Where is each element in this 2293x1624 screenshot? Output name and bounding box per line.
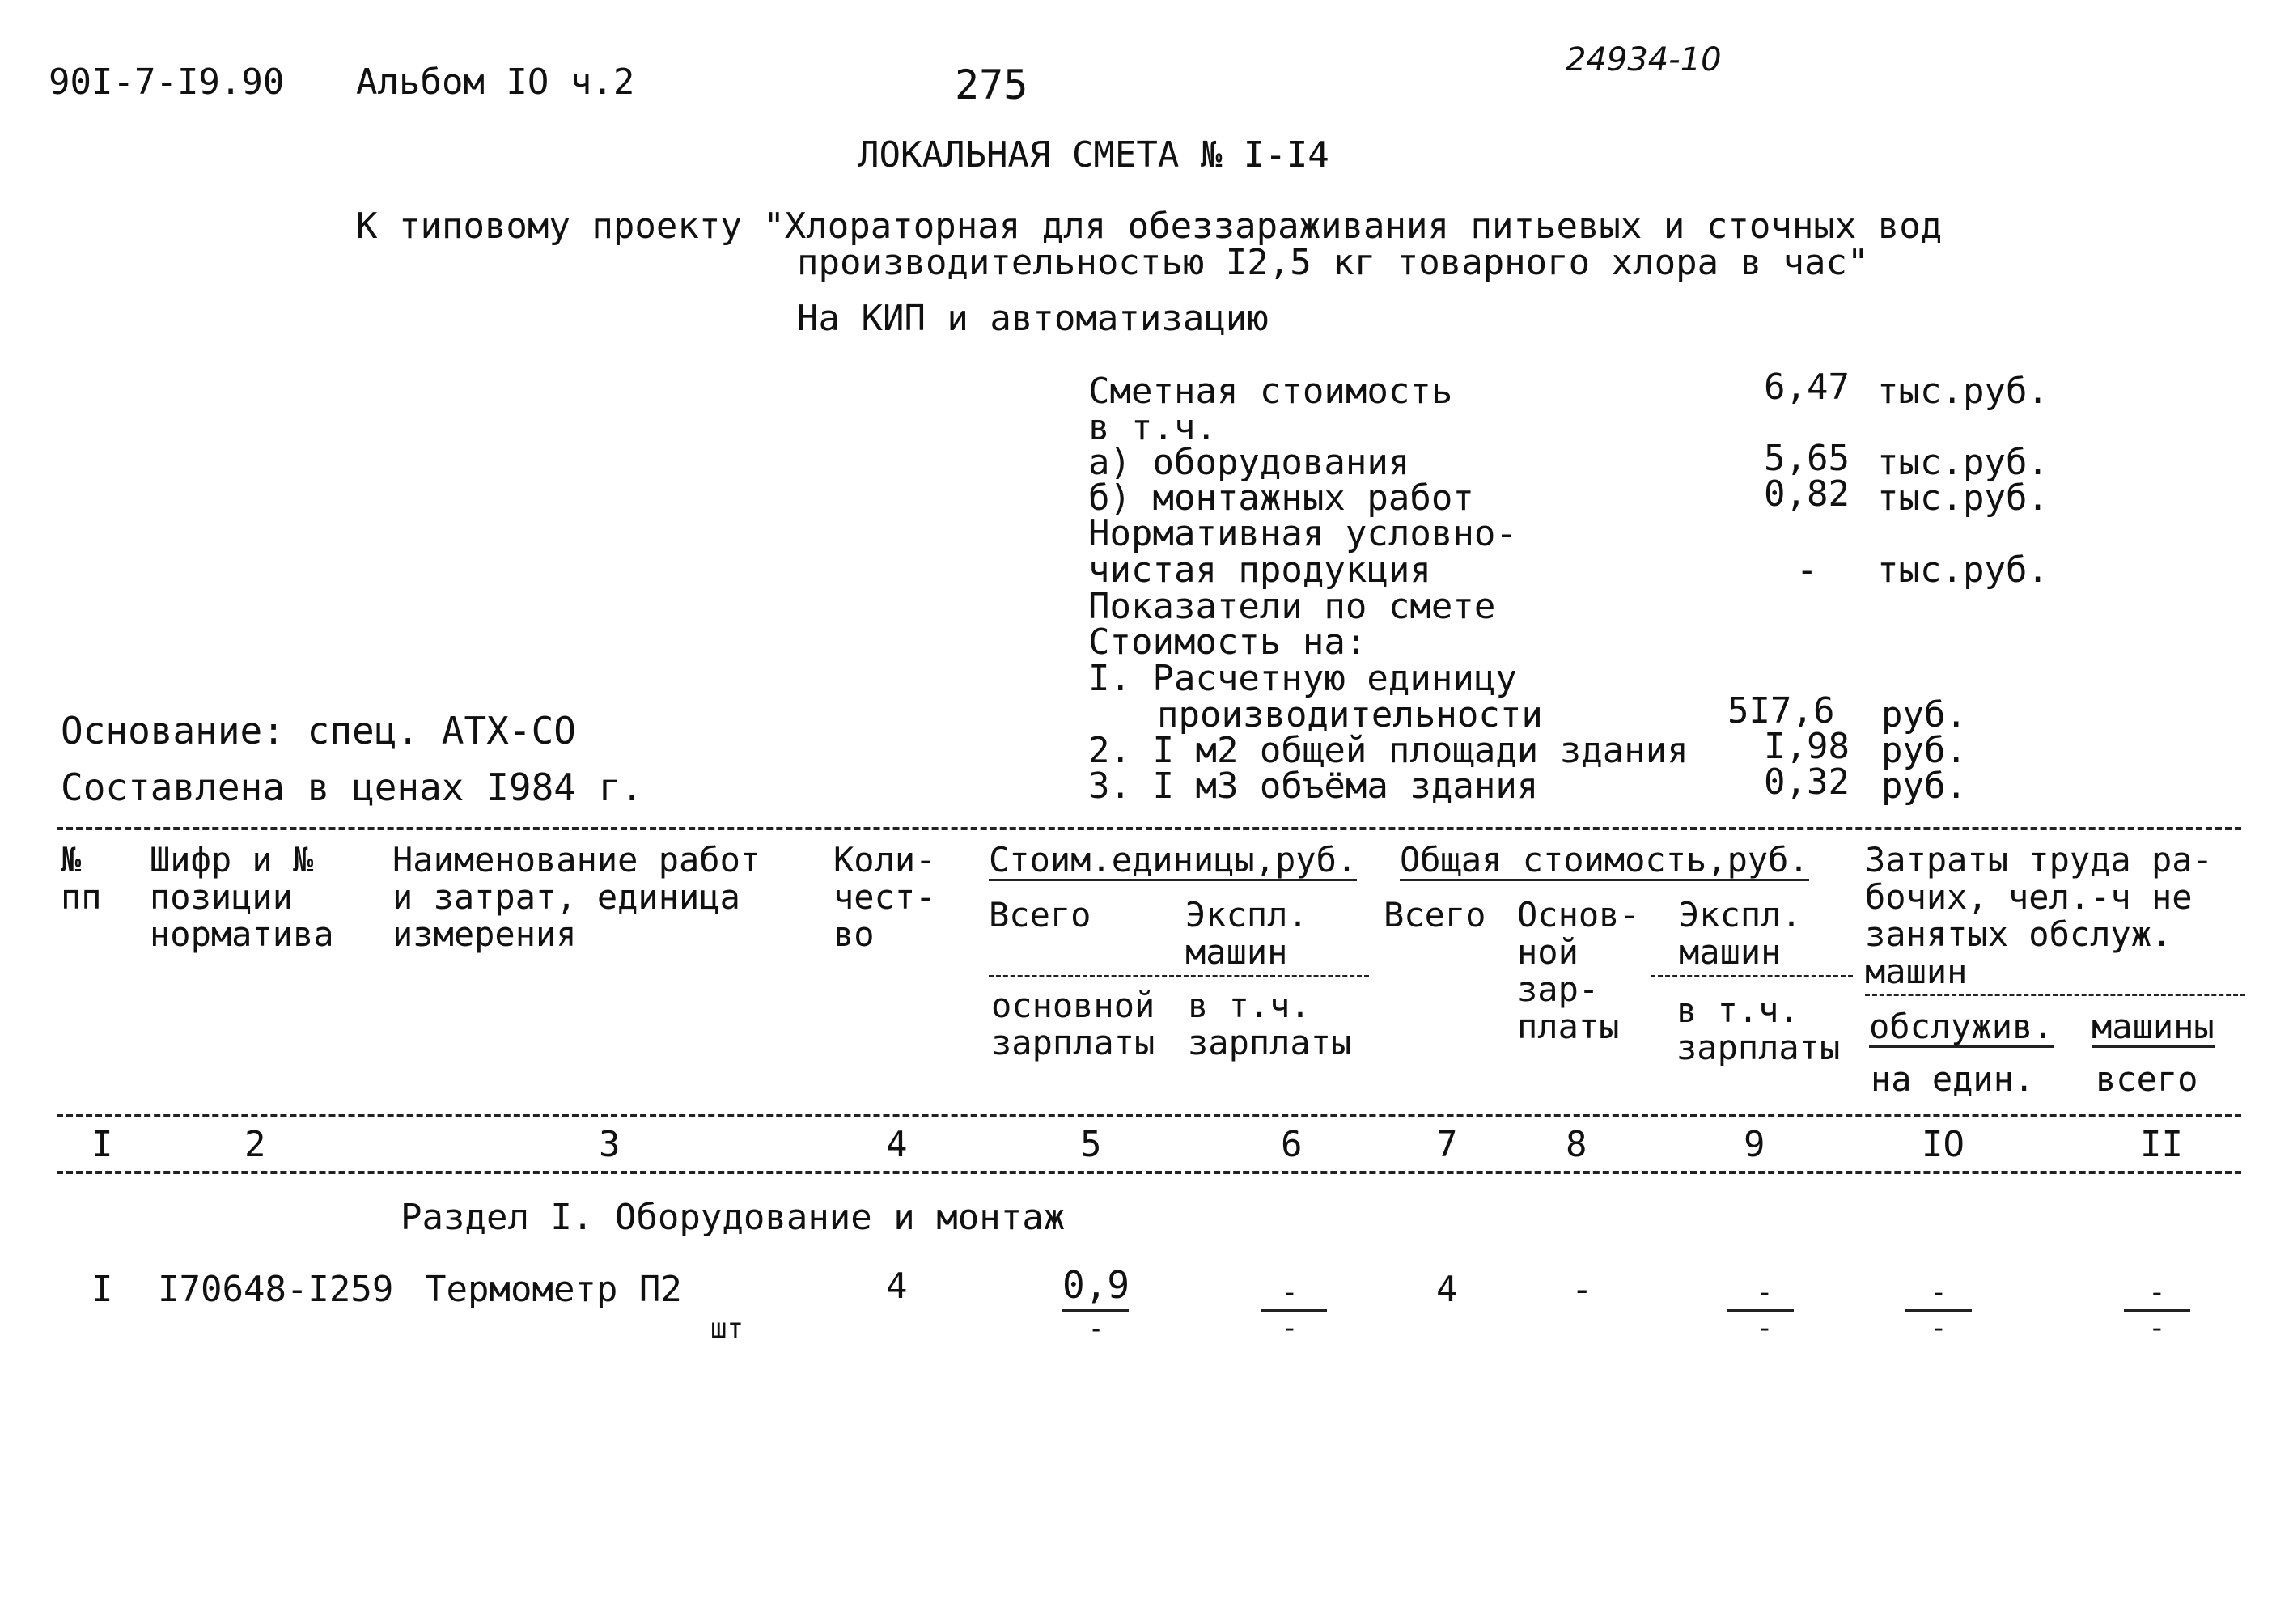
row-total-machine-top: - — [1756, 1276, 1774, 1309]
normative-value: - — [1796, 549, 1818, 591]
col4-header-line1: Коли- — [833, 840, 936, 880]
row-unit-wage: - — [1088, 1313, 1104, 1344]
indicator-2-label: 2. I м2 общей площади здания — [1088, 730, 1689, 771]
indicator-1-label-2: производительности — [1157, 694, 1543, 736]
column-number-1: I — [91, 1124, 113, 1165]
total-machine-subrule — [1651, 975, 1853, 977]
row-labor-unit-bottom: - — [1930, 1312, 1948, 1345]
col11-header-bottom: всего — [2096, 1059, 2198, 1099]
col8-header-line3: зар- — [1517, 969, 1600, 1009]
col1-header-line1: № — [61, 840, 82, 880]
indicator-1-value: 5I7,6 — [1727, 690, 1835, 731]
row-quantity: 4 — [886, 1266, 908, 1307]
estimate-title: ЛОКАЛЬНАЯ СМЕТА № I-I4 — [858, 134, 1329, 176]
col9-header-top-1: Экспл. — [1679, 895, 1802, 935]
col2-header-line1: Шифр и № — [150, 840, 314, 880]
column-number-11: II — [2140, 1124, 2183, 1165]
col6-header-top-1: Экспл. — [1185, 895, 1308, 935]
row-labor-total-bottom: - — [2148, 1312, 2166, 1345]
col3-header-line2: и затрат, единица — [392, 877, 740, 917]
column-number-4: 4 — [886, 1124, 908, 1165]
col10-header-top: обслужив. — [1869, 1007, 2054, 1046]
estimated-cost-label: Сметная стоимость — [1088, 371, 1453, 412]
row-labor-total-top: - — [2148, 1276, 2166, 1309]
indicator-2-unit: руб. — [1881, 730, 1967, 771]
indicator-1-unit: руб. — [1881, 694, 1967, 736]
col9-header-bottom-1: в т.ч. — [1676, 990, 1799, 1030]
including-label: в т.ч. — [1088, 407, 1217, 448]
col5-header-bottom-1: основной — [991, 986, 1155, 1025]
labor-header-line2: бочих, чел.-ч не — [1865, 877, 2193, 917]
col10-header-bottom: на един. — [1871, 1059, 2035, 1099]
col3-header-line1: Наименование работ — [392, 840, 761, 880]
indicator-2-value: I,98 — [1764, 726, 1850, 767]
cost-per-label: Стоимость на: — [1088, 621, 1367, 663]
row-name: Термометр П2 — [425, 1269, 682, 1310]
normative-unit: тыс.руб. — [1877, 549, 2049, 591]
col9-header-top-2: машин — [1679, 932, 1782, 972]
project-line-1: К типовому проекту "Хлораторная для обеззараживания питьевых и сточных вод — [356, 206, 1943, 247]
table-top-rule — [57, 827, 2241, 830]
column-numbers-top-rule — [57, 1114, 2241, 1117]
unit-cost-subrule — [989, 975, 1369, 977]
col6-header-bottom-1: в т.ч. — [1188, 986, 1311, 1025]
row-total-machine-bottom: - — [1756, 1312, 1774, 1345]
row-labor-unit-top: - — [1930, 1276, 1948, 1309]
col6-header-bottom-2: зарплаты — [1188, 1023, 1352, 1062]
normative-label-2: чистая продукция — [1088, 549, 1431, 591]
row-machine-top: - — [1281, 1276, 1299, 1309]
indicators-label: Показатели по смете — [1088, 586, 1496, 627]
col5-header-bottom-2: зарплаты — [991, 1023, 1155, 1062]
col4-header-line2: чест- — [833, 877, 936, 917]
col8-header-line4: платы — [1517, 1007, 1620, 1046]
indicator-3-unit: руб. — [1881, 765, 1967, 807]
col3-header-line3: измерения — [392, 914, 577, 954]
column-numbers-bottom-rule — [57, 1171, 2241, 1174]
col6-header-top-2: машин — [1185, 932, 1288, 972]
col9-header-bottom-2: зарплаты — [1676, 1028, 1841, 1067]
total-cost-header: Общая стоимость,руб. — [1400, 840, 1809, 880]
installation-label: б) монтажных работ — [1088, 477, 1474, 519]
equipment-label: а) оборудования — [1088, 442, 1410, 483]
document-code: 90I-7-I9.90 — [49, 61, 285, 103]
row-total: 4 — [1436, 1269, 1458, 1310]
indicator-3-label: 3. I м3 объёма здания — [1088, 765, 1539, 807]
estimated-cost-unit: тыс.руб. — [1877, 371, 2049, 412]
column-number-10: IO — [1922, 1124, 1965, 1165]
column-number-6: 6 — [1281, 1124, 1303, 1165]
column-number-8: 8 — [1566, 1124, 1587, 1165]
col2-header-line3: норматива — [150, 914, 334, 954]
col2-header-line2: позиции — [150, 877, 294, 917]
installation-unit: тыс.руб. — [1877, 477, 2049, 519]
column-number-5: 5 — [1080, 1124, 1102, 1165]
row-base-wage: - — [1571, 1269, 1593, 1310]
col1-header-line2: пп — [61, 877, 102, 917]
unit-cost-header: Стоим.единицы,руб. — [989, 840, 1358, 880]
handwritten-number: 24934-10 — [1566, 41, 1722, 78]
section-title: Раздел I. Оборудование и монтаж — [401, 1197, 1066, 1238]
page-number: 275 — [955, 61, 1028, 108]
col5-header-top: Всего — [989, 895, 1091, 935]
estimate-subject: На КИП и автоматизацию — [797, 298, 1269, 339]
row-unit-total: 0,9 — [1062, 1263, 1130, 1307]
column-number-9: 9 — [1744, 1124, 1765, 1165]
indicator-3-value: 0,32 — [1764, 761, 1850, 803]
normative-label-1: Нормативная условно- — [1088, 513, 1517, 554]
col11-header-top: машины — [2092, 1007, 2215, 1046]
indicator-1-label-1: I. Расчетную единицу — [1088, 658, 1517, 699]
equipment-unit: тыс.руб. — [1877, 442, 2049, 483]
equipment-value: 5,65 — [1764, 438, 1850, 479]
labor-header-line4: машин — [1865, 952, 1968, 991]
row-number: I — [91, 1269, 113, 1310]
col4-header-line3: во — [833, 914, 875, 954]
labor-header-line3: занятых обслуж. — [1865, 914, 2172, 954]
labor-subrule — [1865, 994, 2245, 996]
project-line-2: производительностью I2,5 кг товарного хлора в час" — [797, 242, 1869, 283]
col7-header: Всего — [1384, 895, 1486, 935]
row-unit: шт — [710, 1312, 744, 1345]
col8-header-line2: ной — [1517, 932, 1579, 972]
column-number-2: 2 — [244, 1124, 266, 1165]
labor-header-line1: Затраты труда ра- — [1865, 840, 2213, 880]
row-machine-bottom: - — [1281, 1312, 1299, 1345]
basis-prices: Составлена в ценах I984 г. — [61, 765, 644, 809]
installation-value: 0,82 — [1764, 473, 1850, 515]
estimated-cost-value: 6,47 — [1764, 367, 1850, 408]
basis-spec: Основание: спец. АТХ-СО — [61, 709, 576, 753]
column-number-3: 3 — [599, 1124, 621, 1165]
col8-header-line1: Основ- — [1517, 895, 1640, 935]
column-number-7: 7 — [1436, 1124, 1458, 1165]
album-label: Альбом IO ч.2 — [356, 61, 635, 103]
row-code: I70648-I259 — [158, 1269, 394, 1310]
